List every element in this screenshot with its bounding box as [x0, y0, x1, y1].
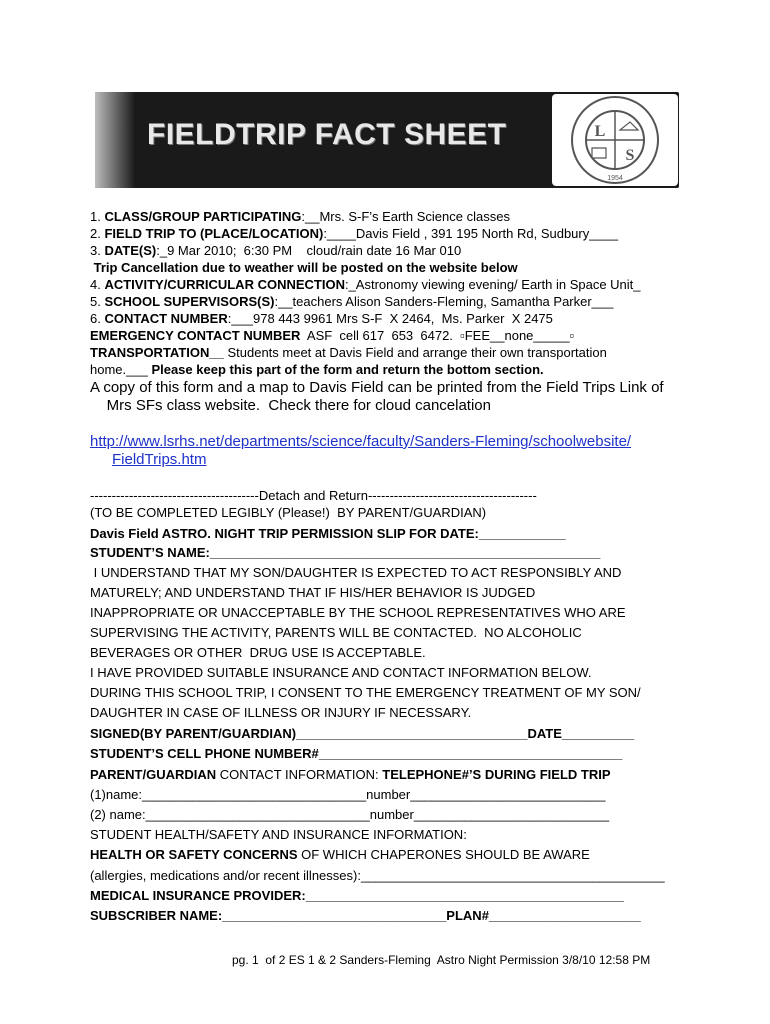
fact-value: :_Astronomy viewing evening/ Earth in Space Unit_ — [344, 277, 641, 292]
fact-value: :__Mrs. S-F’s Earth Science classes — [301, 209, 510, 224]
subscriber-plan-field[interactable]: SUBSCRIBER NAME:_______________________________PLAN#_____________________ — [90, 908, 641, 923]
keep-instruction: Please keep this part of the form and return the bottom section. — [151, 362, 544, 377]
fact-keep-note — [90, 362, 544, 378]
parent-mid: CONTACT INFORMATION: — [216, 767, 383, 782]
copy-info-line-2: Mrs SFs class website. Check there for cloud cancelation — [90, 397, 491, 414]
agreement-line: I HAVE PROVIDED SUITABLE INSURANCE AND CONTACT INFORMATION BELOW. — [90, 665, 592, 680]
agreement-line: SUPERVISING THE ACTIVITY, PARENTS WILL BE CONTACTED. NO ALCOHOLIC — [90, 625, 582, 640]
fact-label: FIELD TRIP TO (PLACE/LOCATION) — [104, 226, 324, 241]
fact-label: SCHOOL SUPERVISORS(S) — [104, 294, 275, 309]
fact-emergency-contact — [90, 328, 574, 344]
concerns-label: HEALTH OR SAFETY CONCERNS — [90, 847, 298, 862]
agreement-line: I UNDERSTAND THAT MY SON/DAUGHTER IS EXPECTED TO ACT RESPONSIBLY AND — [90, 565, 622, 580]
agreement-line: DAUGHTER IN CASE OF ILLNESS OR INJURY IF NECESSARY. — [90, 705, 472, 720]
legibly-instruction: (TO BE COMPLETED LEGIBLY (Please!) BY PARENT/GUARDIAN) — [90, 505, 487, 520]
parent-label: PARENT/GUARDIAN — [90, 767, 217, 782]
contact-1-field[interactable]: (1)name:_______________________________number___________________________ — [90, 787, 606, 802]
health-info-header: STUDENT HEALTH/SAFETY AND INSURANCE INFORMATION: — [90, 827, 467, 842]
fact-dates: 3. DATE(S):_9 Mar 2010; 6:30 PM cloud/rain date 16 Mar 010 — [90, 243, 462, 258]
fact-value: home.___ — [90, 362, 152, 377]
seal-year: 1954 — [607, 175, 623, 182]
contact-2-field[interactable]: (2) name:_______________________________number___________________________ — [90, 807, 610, 822]
banner-gradient — [95, 92, 135, 188]
fact-value: Students meet at Davis Field and arrange their own transportation — [223, 345, 607, 360]
detach-line: ---------------------------------------Detach and Return--------------------------------------- — [90, 488, 537, 503]
website-link-continued[interactable] — [112, 451, 206, 469]
parent-contact-header — [90, 767, 611, 783]
svg-text:S: S — [625, 147, 635, 164]
svg-text:L: L — [594, 123, 606, 140]
fact-label: ACTIVITY/CURRICULAR CONNECTION — [104, 277, 345, 292]
health-concerns-header — [90, 847, 590, 863]
signature-date-field[interactable]: SIGNED(BY PARENT/GUARDIAN)________________________________DATE__________ — [90, 726, 635, 741]
website-link[interactable] — [90, 433, 631, 451]
allergies-field[interactable]: (allergies, medications and/or recent illnesses):__________________________________________ — [90, 868, 665, 883]
fact-label: TRANSPORTATION__ — [90, 345, 224, 360]
student-cell-field[interactable]: STUDENT’S CELL PHONE NUMBER#__________________________________________ — [90, 746, 623, 761]
fact-value: ASF cell 617 653 6472. ▫FEE__none_____▫ — [300, 328, 575, 343]
fact-value: :_9 Mar 2010; 6:30 PM cloud/rain date 16 Mar 010 — [156, 243, 462, 258]
parent-tail: TELEPHONE#’S DURING FIELD TRIP — [382, 767, 611, 782]
fact-label: EMERGENCY CONTACT NUMBER — [90, 328, 301, 343]
slip-title: Davis Field ASTRO. NIGHT TRIP PERMISSION SLIP FOR DATE:____________ — [90, 526, 566, 541]
copy-info-line-1: A copy of this form and a map to Davis Field can be printed from the Field Trips Link of — [90, 379, 664, 396]
page-title: FIELDTRIP FACT SHEET — [147, 118, 507, 151]
concerns-tail: OF WHICH CHAPERONES SHOULD BE AWARE — [297, 847, 590, 862]
fact-contact-number: 6. CONTACT NUMBER:___978 443 9961 Mrs S-F X 2464, Ms. Parker X 2475 — [90, 311, 553, 326]
agreement-line: INAPPROPRIATE OR UNACCEPTABLE BY THE SCHOOL REPRESENTATIVES WHO ARE — [90, 605, 626, 620]
fact-field-trip-location: 2. FIELD TRIP TO (PLACE/LOCATION):____Davis Field , 391 195 North Rd, Sudbury____ — [90, 226, 619, 241]
student-name-field[interactable]: STUDENT’S NAME:______________________________________________________ — [90, 545, 601, 560]
fact-supervisors: 5. SCHOOL SUPERVISORS(S):__teachers Alison Sanders-Fleming, Samantha Parker___ — [90, 294, 614, 309]
fact-class-group: 1. CLASS/GROUP PARTICIPATING:__Mrs. S-F’s Earth Science classes — [90, 209, 510, 224]
school-seal-logo — [552, 94, 678, 186]
page-footer: pg. 1 of 2 ES 1 & 2 Sanders-Fleming Astro Night Permission 3/8/10 12:58 PM — [232, 953, 651, 967]
website-link-text-2[interactable]: FieldTrips.htm — [112, 451, 207, 468]
fact-label: DATE(S) — [104, 243, 157, 258]
agreement-line: BEVERAGES OR OTHER DRUG USE IS ACCEPTABLE. — [90, 645, 426, 660]
header-banner — [95, 92, 679, 188]
fact-value: :___978 443 9961 Mrs S-F X 2464, Ms. Parker X 2475 — [227, 311, 553, 326]
website-link-text[interactable]: http://www.lsrhs.net/departments/science/faculty/Sanders-Fleming/schoolwebsite/ — [90, 433, 632, 450]
fact-label: CONTACT NUMBER — [104, 311, 228, 326]
fact-value: :__teachers Alison Sanders-Fleming, Samantha Parker___ — [274, 294, 614, 309]
fact-cancellation-note: Trip Cancellation due to weather will be posted on the website below — [90, 260, 518, 275]
medical-insurance-field[interactable]: MEDICAL INSURANCE PROVIDER:____________________________________________ — [90, 888, 624, 903]
fact-label: CLASS/GROUP PARTICIPATING — [104, 209, 302, 224]
fact-activity: 4. ACTIVITY/CURRICULAR CONNECTION:_Astronomy viewing evening/ Earth in Space Unit_ — [90, 277, 641, 292]
agreement-line: DURING THIS SCHOOL TRIP, I CONSENT TO THE EMERGENCY TREATMENT OF MY SON/ — [90, 685, 641, 700]
agreement-line: MATURELY; AND UNDERSTAND THAT IF HIS/HER BEHAVIOR IS JUDGED — [90, 585, 536, 600]
fact-value: :____Davis Field , 391 195 North Rd, Sudbury____ — [323, 226, 619, 241]
fact-transportation — [90, 345, 607, 361]
